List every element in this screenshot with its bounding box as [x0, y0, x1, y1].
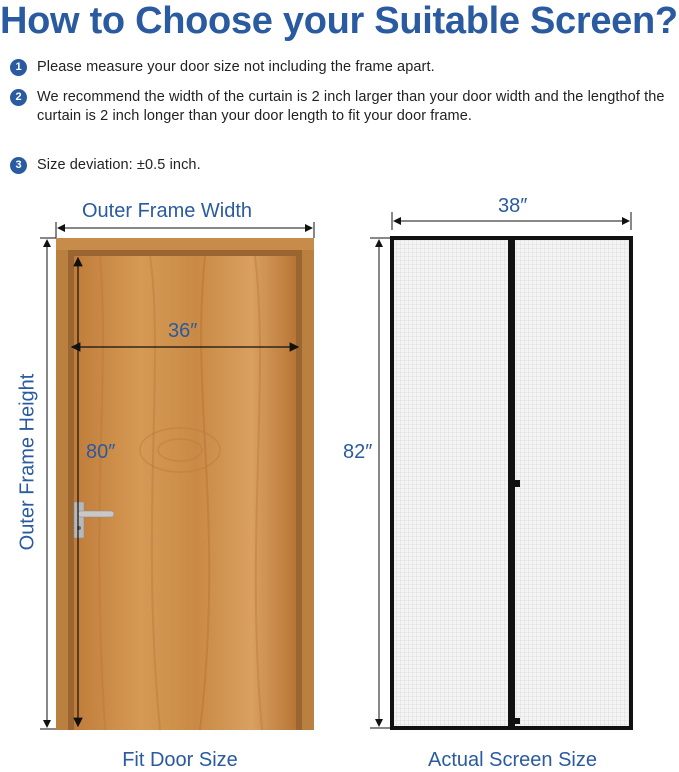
page-title: How to Choose your Suitable Screen? [0, 0, 678, 42]
screen-height-label: 82″ [343, 441, 373, 463]
step-text: Please measure your door size not including the frame apart. [37, 59, 435, 75]
step-number-badge: 1 [10, 59, 27, 76]
outer-frame-width-label: Outer Frame Width [82, 200, 253, 222]
step-text: We recommend the width of the curtain is 2 inch larger than your door width and the lengthof the curtain is 2 inch longer than your door length to fit your door frame. [37, 89, 665, 124]
outer-frame-height-label: Outer Frame Height [16, 373, 39, 551]
screen-caption: Actual Screen Size [428, 749, 597, 771]
outer-width-dimension [56, 222, 314, 238]
step-number-badge: 2 [10, 89, 27, 106]
step-number-badge: 3 [10, 157, 27, 174]
screen-height-dimension [370, 238, 390, 728]
outer-height-dimension [40, 238, 56, 729]
door-width-label: 36″ [168, 320, 198, 342]
screen-curtain [392, 238, 631, 728]
step-text: Size deviation: ±0.5 inch. [37, 157, 201, 173]
screen-width-label: 38″ [498, 195, 528, 217]
door-caption: Fit Door Size [122, 749, 238, 771]
door-height-label: 80″ [86, 441, 116, 463]
